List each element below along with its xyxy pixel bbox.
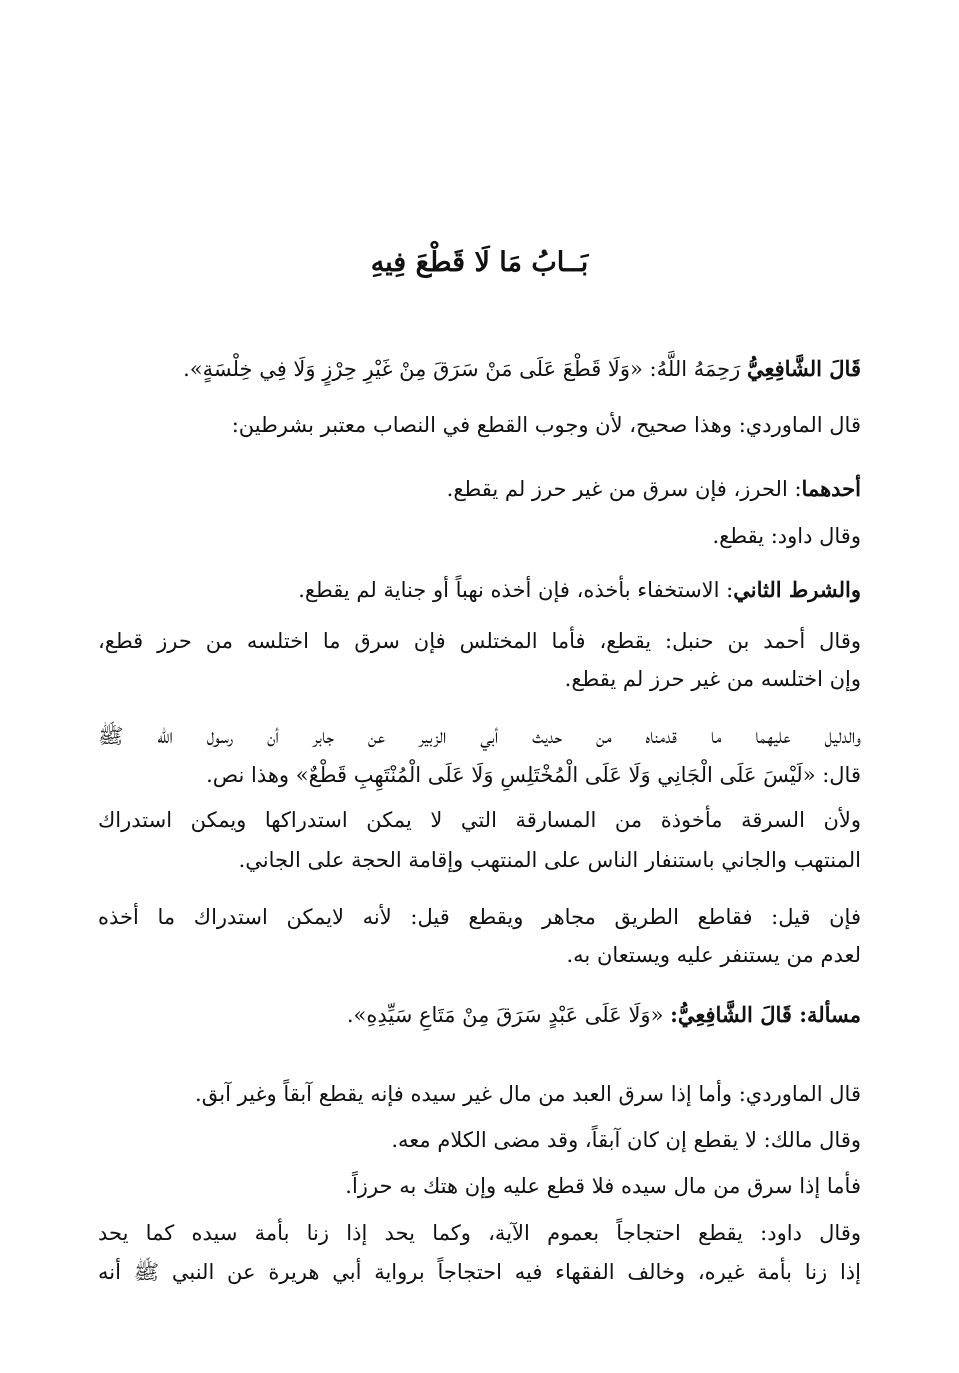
text-line: [98, 1218, 861, 1248]
line-text: لعدم من يستنفر عليه ويستعان به.: [566, 943, 861, 967]
line-text: قال الماوردي: وهذا صحيح، لأن وجوب القطع في النصاب معتبر بشرطين:: [231, 413, 861, 437]
text-line: [347, 1000, 861, 1030]
text-line: [713, 521, 862, 551]
line-text: قال: «لَيْسَ عَلَى الْجَانِي وَلَا عَلَى الْمُخْتَلِسِ وَلَا عَلَى الْمُنْتَهِبِ قَطْعٌ» وهذا نص.: [206, 763, 861, 787]
text-line: [98, 805, 861, 835]
line-text: : الاستخفاء بأخذه، فإن أخذه نهباً أو جناية لم يقطع.: [298, 578, 734, 602]
text-line: [447, 474, 861, 504]
line-text: : الحرز، فإن سرق من غير حرز لم يقطع.: [446, 477, 802, 501]
text-line: [345, 1171, 861, 1201]
text-line: [98, 1257, 861, 1287]
text-line: [183, 354, 861, 384]
line-lead: قَالَ الشَّافِعِيُّ: [746, 356, 861, 381]
line-text: وقال مالك: لا يقطع إن كان آبقاً، وقد مضى الكلام معه.: [391, 1128, 861, 1152]
text-line: [391, 1125, 861, 1155]
text-line: [206, 760, 861, 790]
line-text: فأما إذا سرق من مال سيده فلا قطع عليه وإن هتك به حرزاً.: [345, 1174, 861, 1198]
line-text: رَحِمَهُ اللَّهُ: «وَلَا قَطْعَ عَلَى مَنْ سَرَقَ مِنْ غَيْرِ حِرْزٍ وَلَا فِي خِلْسَةٍ».: [183, 357, 747, 381]
line-lead: أحدهما: [801, 476, 861, 501]
chapter-title: بَــابُ مَا لَا قَطْعَ فِيهِ: [370, 247, 589, 278]
line-lead: والشرط الثاني: [733, 577, 861, 602]
text-line: [98, 902, 861, 932]
line-text: ولأن السرقة مأخوذة من المسارقة التي لا يمكن استدراكها ويمكن استدراك: [98, 808, 861, 832]
text-line: [239, 845, 861, 875]
text-line: [98, 626, 861, 656]
line-text: والدليل عليهما ما قدمناه من حديث أبي الزبير عن جابر أن رسول الله ﷺ: [98, 724, 861, 748]
line-text: قال الماوردي: وأما إذا سرق العبد من مال غير سيده فإنه يقطع آبقاً وغير آبق.: [195, 1082, 861, 1106]
line-text: فإن قيل: فقاطع الطريق مجاهر ويقطع قيل: لأنه لايمكن استدراك ما أخذه: [98, 905, 861, 929]
text-line: [98, 721, 861, 751]
text-line: [565, 664, 861, 694]
line-text: وقال داود: يقطع احتجاجاً بعموم الآية، وكما يحد إذا زنا بأمة سيده كما يحد: [98, 1221, 861, 1245]
line-text: إذا زنا بأمة غيره، وخالف الفقهاء فيه احتجاجاً برواية أبي هريرة عن النبي ﷺ أنه: [98, 1260, 861, 1284]
text-line: [298, 575, 861, 605]
line-text: وقال داود: يقطع.: [712, 524, 861, 548]
line-lead: مسألة: قَالَ الشَّافِعِيُّ:: [670, 1002, 861, 1027]
line-text: وإن اختلسه من غير حرز لم يقطع.: [564, 667, 861, 691]
text-line: [567, 940, 862, 970]
text-line: [232, 410, 861, 440]
line-text: وقال أحمد بن حنبل: يقطع، فأما المختلس فإن سرق ما اختلسه من حرز قطع،: [98, 629, 861, 653]
line-text: «وَلَا عَلَى عَبْدٍ سَرَقَ مِنْ مَتَاعِ سَيِّدِهِ».: [346, 1003, 671, 1027]
line-text: المنتهب والجاني باستنفار الناس على المنتهب وإقامة الحجة على الجاني.: [238, 848, 861, 872]
text-line: [195, 1079, 861, 1109]
